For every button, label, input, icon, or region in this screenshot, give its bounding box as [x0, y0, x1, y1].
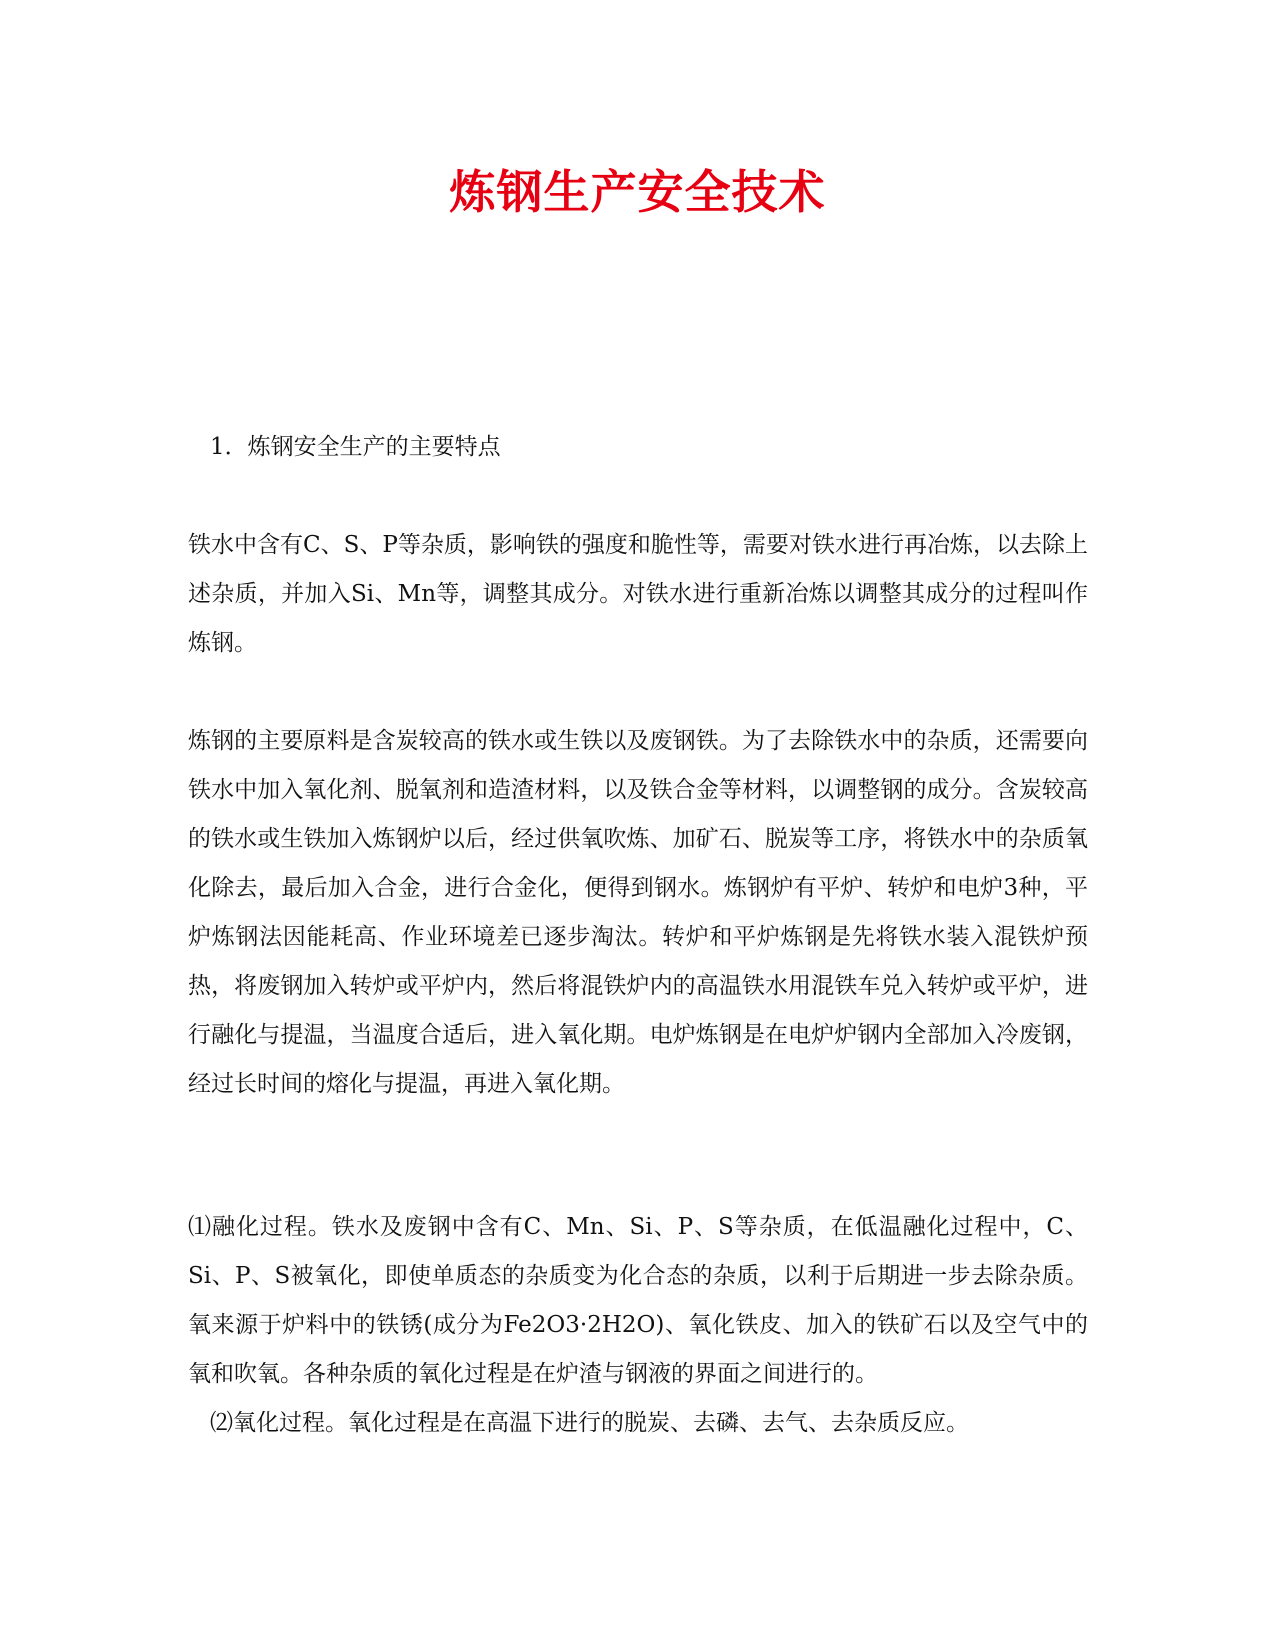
paragraph-impurities: 铁水中含有C、S、P等杂质，影响铁的强度和脆性等，需要对铁水进行再冶炼，以去除上述杂质，并加入Si、Mn等，调整其成分。对铁水进行重新冶炼以调整其成分的过程叫作炼钢。 [188, 532, 1088, 656]
paragraph-raw-materials: 炼钢的主要原料是含炭较高的铁水或生铁以及废钢铁。为了去除铁水中的杂质，还需要向铁水中加入氧化剂、脱氧剂和造渣材料，以及铁合金等材料，以调整钢的成分。含炭较高的铁水或生铁加入炼钢炉以后，经过供氧吹炼、加矿石、脱炭等工序，将铁水中的杂质氧化除去，最后加入合金，进行合金化，便得到钢水。炼钢炉有平炉、转炉和电炉3种，平炉炼钢法因能耗高、作业环境差已逐步淘汰。转炉和平炉炼钢是先将铁水装入混铁炉预热，将废钢加入转炉或平炉内，然后将混铁炉内的高温铁水用混铁车兑入转炉或平炉，进行融化与提温，当温度合适后，进入氧化期。电炉炼钢是在电炉炉钢内全部加入冷废钢，经过长时间的熔化与提温，再进入氧化期。 [188, 728, 1088, 1097]
document-title: 炼钢生产安全技术 [449, 165, 826, 219]
paragraph-melting-process: ⑴融化过程。铁水及废钢中含有C、Mn、Si、P、S等杂质，在低温融化过程中，C、Si、P、S被氧化，即使单质态的杂质变为化合态的杂质，以利于后期进一步去除杂质。氧来源于炉料中的铁锈(成分为Fe2O3·2H2O)、氧化铁皮、加入的铁矿石以及空气中的氧和吹氧。各种杂质的氧化过程是在炉渣与钢液的界面之间进行的。 [188, 1214, 1088, 1387]
section-heading: 1．炼钢安全生产的主要特点 [210, 434, 501, 460]
paragraph-oxidation-process: ⑵氧化过程。氧化过程是在高温下进行的脱炭、去磷、去气、去杂质反应。 [210, 1410, 969, 1436]
